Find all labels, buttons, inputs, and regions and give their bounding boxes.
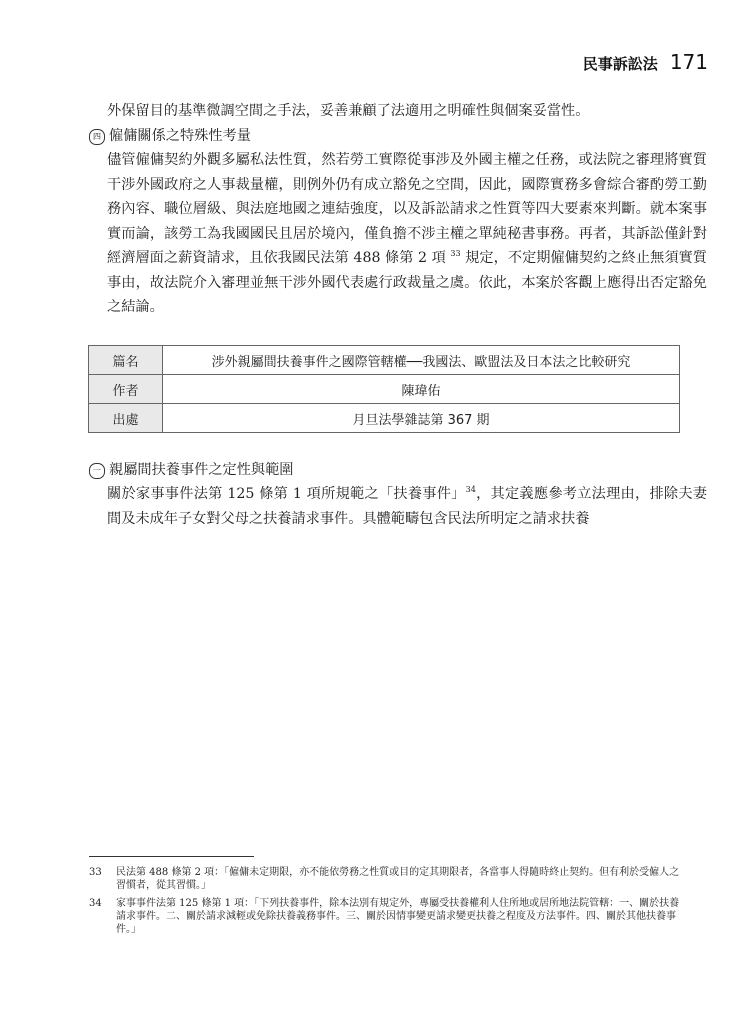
row-value-source: 月旦法學雜誌第 367 期 [163, 404, 680, 433]
page-number: 171 [669, 50, 708, 74]
section-4-paragraph [89, 148, 707, 320]
row-label-source: 出處 [89, 404, 163, 433]
header-title: 民事訴訟法 [582, 55, 658, 73]
table-row [89, 375, 680, 404]
section-number-mark: 一 [89, 463, 105, 479]
section-1-text-b: ，其定義應參考立法理由，排除夫妻間及未成年子女對父母之扶養請求事件。具體範疇包含民法所明定之請求扶養 [107, 486, 707, 527]
article-info-table [88, 345, 680, 433]
section-number-mark: 四 [89, 129, 105, 145]
row-value-title: 涉外親屬間扶養事件之國際管轄權──我國法、歐盟法及日本法之比較研究 [163, 346, 680, 375]
table-row [89, 404, 680, 433]
row-label-author: 作者 [89, 375, 163, 404]
footnote-text: 家事事件法第 125 條第 1 項：「下列扶養事件，除本法別有規定外，專屬受扶養權利人住所地或居所地法院管轄：一、關於扶養請求事件。二、關於請求減輕或免除扶養義務事件。三、關於因情事變更請求變更扶養之程度及方法事件。四、關於其他扶養事件。」 [116, 898, 680, 935]
section-4-text-a: 儘管僱傭契約外觀多屬私法性質，然若勞工實際從事涉及外國主權之任務，或法院之審理將實質干涉外國政府之人事裁量權，則例外仍有成立豁免之空間，因此，國際實務多會綜合審酌勞工勤務內容、職位層級、與法庭地國之連結強度，以及訴訟請求之性質等四大要素來判斷。就本案事實而論，該勞工為我國國民且居於境內，僅負擔不涉主權之單純秘書事務。再者，其訴訟僅針對經濟層面之薪資請求，且依我國民法第 488 條第 2 項 [107, 152, 707, 266]
section-1-text-a: 關於家事事件法第 125 條第 1 項所規範之「扶養事件」 [107, 486, 466, 502]
footnote-text: 民法第 488 條第 2 項：「僱傭未定期限，亦不能依勞務之性質或目的定其期限者，各當事人得隨時終止契約。但有利於受僱人之習慣者，從其習慣。」 [116, 867, 680, 891]
section-1-paragraph [89, 482, 707, 531]
section-4-text-b: 規定，不定期僱傭契約之終止無須實質事由，故法院介入審理並無干涉外國代表處行政裁量之虞。依此，本案於客觀上應得出否定豁免之結論。 [107, 250, 707, 315]
footnote-ref-34: 34 [465, 485, 476, 494]
footnote-34 [89, 897, 684, 936]
section-heading-1 [89, 458, 293, 483]
section-heading-4 [89, 124, 251, 149]
table-row [89, 346, 680, 375]
footnote-ref-33: 33 [450, 249, 461, 258]
footnote-number: 34 [89, 898, 102, 909]
footnote-number: 33 [89, 867, 102, 878]
footnote-33 [89, 866, 684, 892]
paragraph-continued: 外保留目的基準微調空間之手法，妥善兼顧了法適用之明確性與個案妥當性。 [107, 103, 590, 119]
section-heading-text: 僱傭關係之特殊性考量 [109, 128, 251, 144]
row-value-author: 陳瑋佑 [163, 375, 680, 404]
section-heading-text: 親屬間扶養事件之定性與範圍 [109, 462, 294, 478]
footnote-divider [89, 856, 254, 857]
running-header [583, 50, 708, 74]
row-label-title: 篇名 [89, 346, 163, 375]
